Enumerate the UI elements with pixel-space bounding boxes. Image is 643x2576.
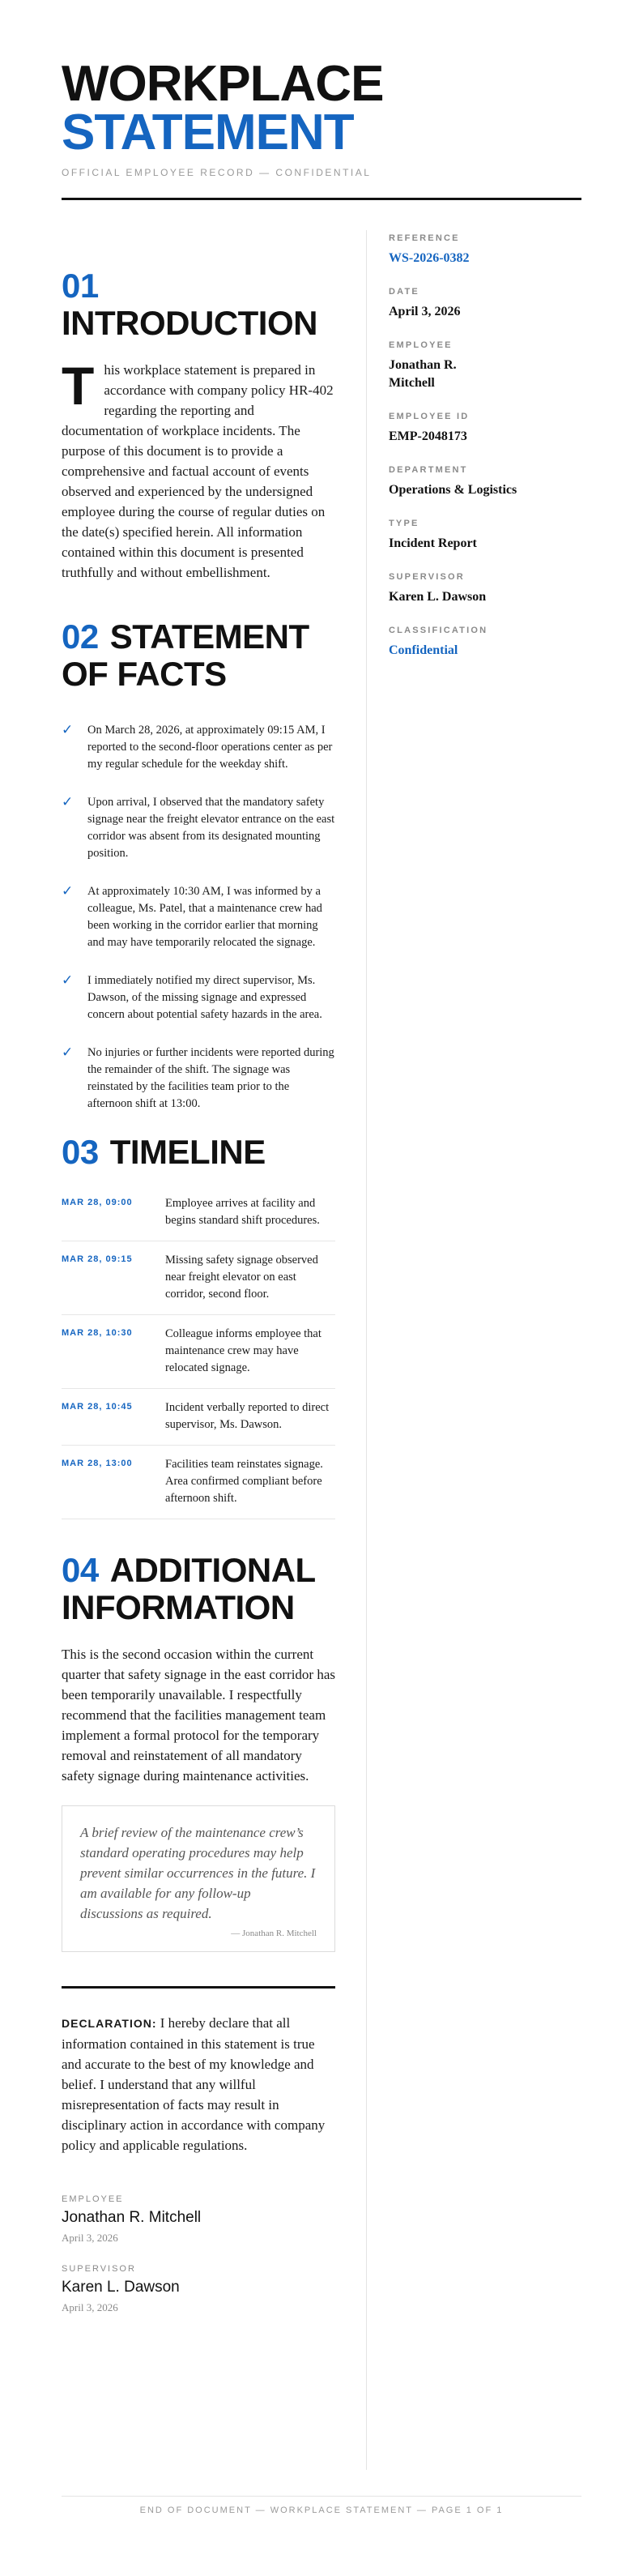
quote-box [62,1805,335,1952]
signature-date: April 3, 2026 [62,2232,118,2244]
section-timeline [62,1134,335,1519]
meta-department [389,465,581,499]
timeline-description: Missing safety signage observed near freight elevator on east corridor, second floor. [165,1254,318,1301]
meta-value: WS-2026-0382 [389,251,470,265]
section-title: ADDITIONAL INFORMATION [62,1551,315,1626]
timeline-row [62,1192,335,1241]
meta-value: Operations & Logistics [389,483,517,497]
additional-paragraph: This is the second occasion within the current quarter that safety signage in the east corridor has been temporarily unavailable. I respectfully recommend that the facilities management team implement a formal protocol for the temporary removal and reinstatement of all mandatory safety signage during maintenance activities. [62,1647,335,1784]
timeline-row [62,1315,335,1389]
list-item [62,794,335,862]
fact-text: No injuries or further incidents were reported during the remainder of the shift. The signage was reinstated by the facilities team prior to the afternoon shift at 13:00. [87,1046,334,1110]
meta-label: DATE [389,287,419,297]
timeline-description: Facilities team reinstates signage. Area confirmed compliant before afternoon shift. [165,1458,323,1505]
meta-label: TYPE [389,519,419,528]
declaration-rule [62,1986,335,1989]
signature-role: SUPERVISOR [62,2264,136,2274]
meta-value: Karen L. Dawson [389,590,487,604]
meta-label: EMPLOYEE [389,340,453,350]
meta-label: DEPARTMENT [389,465,468,475]
list-item [62,722,335,773]
fact-text: Upon arrival, I observed that the mandatory safety signage near the freight elevator entrance on the east corridor was absent from its designated mounting position. [87,796,335,860]
section-title: INTRODUCTION [62,304,317,342]
quote-attribution: — Jonathan R. Mitchell [231,1929,317,1938]
meta-label: EMPLOYEE ID [389,412,470,421]
column-divider [366,230,367,2470]
declaration [62,2013,335,2155]
meta-supervisor [389,572,581,606]
list-item [62,972,335,1023]
intro-text: his workplace statement is prepared in accordance with company policy HR-402 regarding the reporting and documentation of workplace incidents. The purpose of this document is to provide a comprehensive and factual account of events observed and experienced by the undersigned employee during the course of regular duties on the date(s) specified herein. All information contained within this document is presented truthfully and without embellishment. [62,362,334,580]
section-number: 01 [62,267,99,305]
section-number: 02 [62,617,99,656]
signature-employee [62,2194,335,2245]
meta-value: Incident Report [389,536,477,550]
timeline-time: MAR 28, 09:15 [62,1254,133,1264]
declaration-text: I hereby declare that all information contained in this statement is true and accurate to the best of my knowledge and belief. I understand that any willful misrepresentation of facts may result in disciplinary action in accordance with company policy and applicable regulations. [62,2015,326,2153]
timeline-row [62,1446,335,1519]
meta-date [389,287,581,321]
intro-paragraph [62,356,335,583]
meta-type [389,519,581,553]
metadata-sidebar [389,233,581,679]
timeline-description: Colleague informs employee that maintenance crew may have relocated signage. [165,1327,322,1374]
meta-value: Confidential [389,643,458,657]
signature-name: Karen L. Dawson [62,2279,180,2296]
section-number: 03 [62,1133,99,1171]
meta-employee-id [389,412,581,446]
timeline-table [62,1192,335,1519]
signature-name: Jonathan R. Mitchell [62,2209,202,2226]
fact-text: On March 28, 2026, at approximately 09:15 AM, I reported to the second-floor operations center as per my regular schedule for the weekday shift. [87,724,333,771]
checkmark-icon: ✓ [62,722,74,738]
meta-classification [389,626,581,660]
section-additional-information [62,1552,335,1952]
timeline-description: Employee arrives at facility and begins standard shift procedures. [165,1197,320,1227]
document-footer: END OF DOCUMENT — WORKPLACE STATEMENT — PAGE 1 OF 1 [139,2506,504,2515]
signature-supervisor [62,2264,335,2314]
meta-label: REFERENCE [389,233,460,243]
meta-label: CLASSIFICATION [389,626,488,635]
section-number: 04 [62,1551,99,1589]
timeline-row [62,1241,335,1315]
quote-text: A brief review of the maintenance crew’s standard operating procedures may help prevent similar occurrences in the future. I am available for any follow-up discussions as required. [80,1825,316,1921]
section-statement-of-facts [62,618,335,1113]
timeline-time: MAR 28, 10:45 [62,1402,133,1412]
section-title: STATEMENT OF FACTS [62,617,309,693]
drop-cap: T [62,356,95,416]
checkmark-icon: ✓ [62,972,74,989]
timeline-description: Incident verbally reported to direct supervisor, Ms. Dawson. [165,1401,330,1431]
section-introduction [62,267,335,583]
fact-text: I immediately notified my direct supervisor, Ms. Dawson, of the missing signage and expressed concern about potential safety hazards in the area. [87,974,322,1021]
main-column [62,201,335,2314]
section-heading [62,1552,335,1626]
meta-value: EMP-2048173 [389,429,467,443]
checkmark-icon: ✓ [62,1044,74,1061]
title-line-2: STATEMENT [62,105,354,160]
header-rule [62,198,581,200]
meta-value: Jonathan R. Mitchell [389,358,457,390]
footer-rule [62,2496,581,2497]
meta-value: April 3, 2026 [389,305,461,318]
timeline-time: MAR 28, 10:30 [62,1328,133,1338]
section-heading [62,267,335,342]
title-line-1: WORKPLACE [62,56,384,112]
signature-date: April 3, 2026 [62,2301,118,2313]
timeline-time: MAR 28, 09:00 [62,1198,133,1207]
timeline-time: MAR 28, 13:00 [62,1459,133,1468]
document-header [62,56,581,178]
signature-role: EMPLOYEE [62,2194,124,2204]
fact-text: At approximately 10:30 AM, I was informed by a colleague, Ms. Patel, that a maintenance crew had been working in the corridor earlier that morning and may have temporarily relocated the signage. [87,885,322,949]
facts-list [62,722,335,1113]
section-heading [62,618,335,693]
list-item [62,1044,335,1113]
meta-label: SUPERVISOR [389,572,465,582]
document-subtitle: OFFICIAL EMPLOYEE RECORD — CONFIDENTIAL [62,167,372,178]
declaration-label: DECLARATION: [62,2017,157,2030]
meta-employee [389,340,581,392]
section-heading [62,1134,335,1171]
meta-reference [389,233,581,267]
checkmark-icon: ✓ [62,794,74,810]
list-item [62,883,335,951]
section-title: TIMELINE [109,1133,266,1171]
checkmark-icon: ✓ [62,883,74,899]
timeline-row [62,1389,335,1446]
